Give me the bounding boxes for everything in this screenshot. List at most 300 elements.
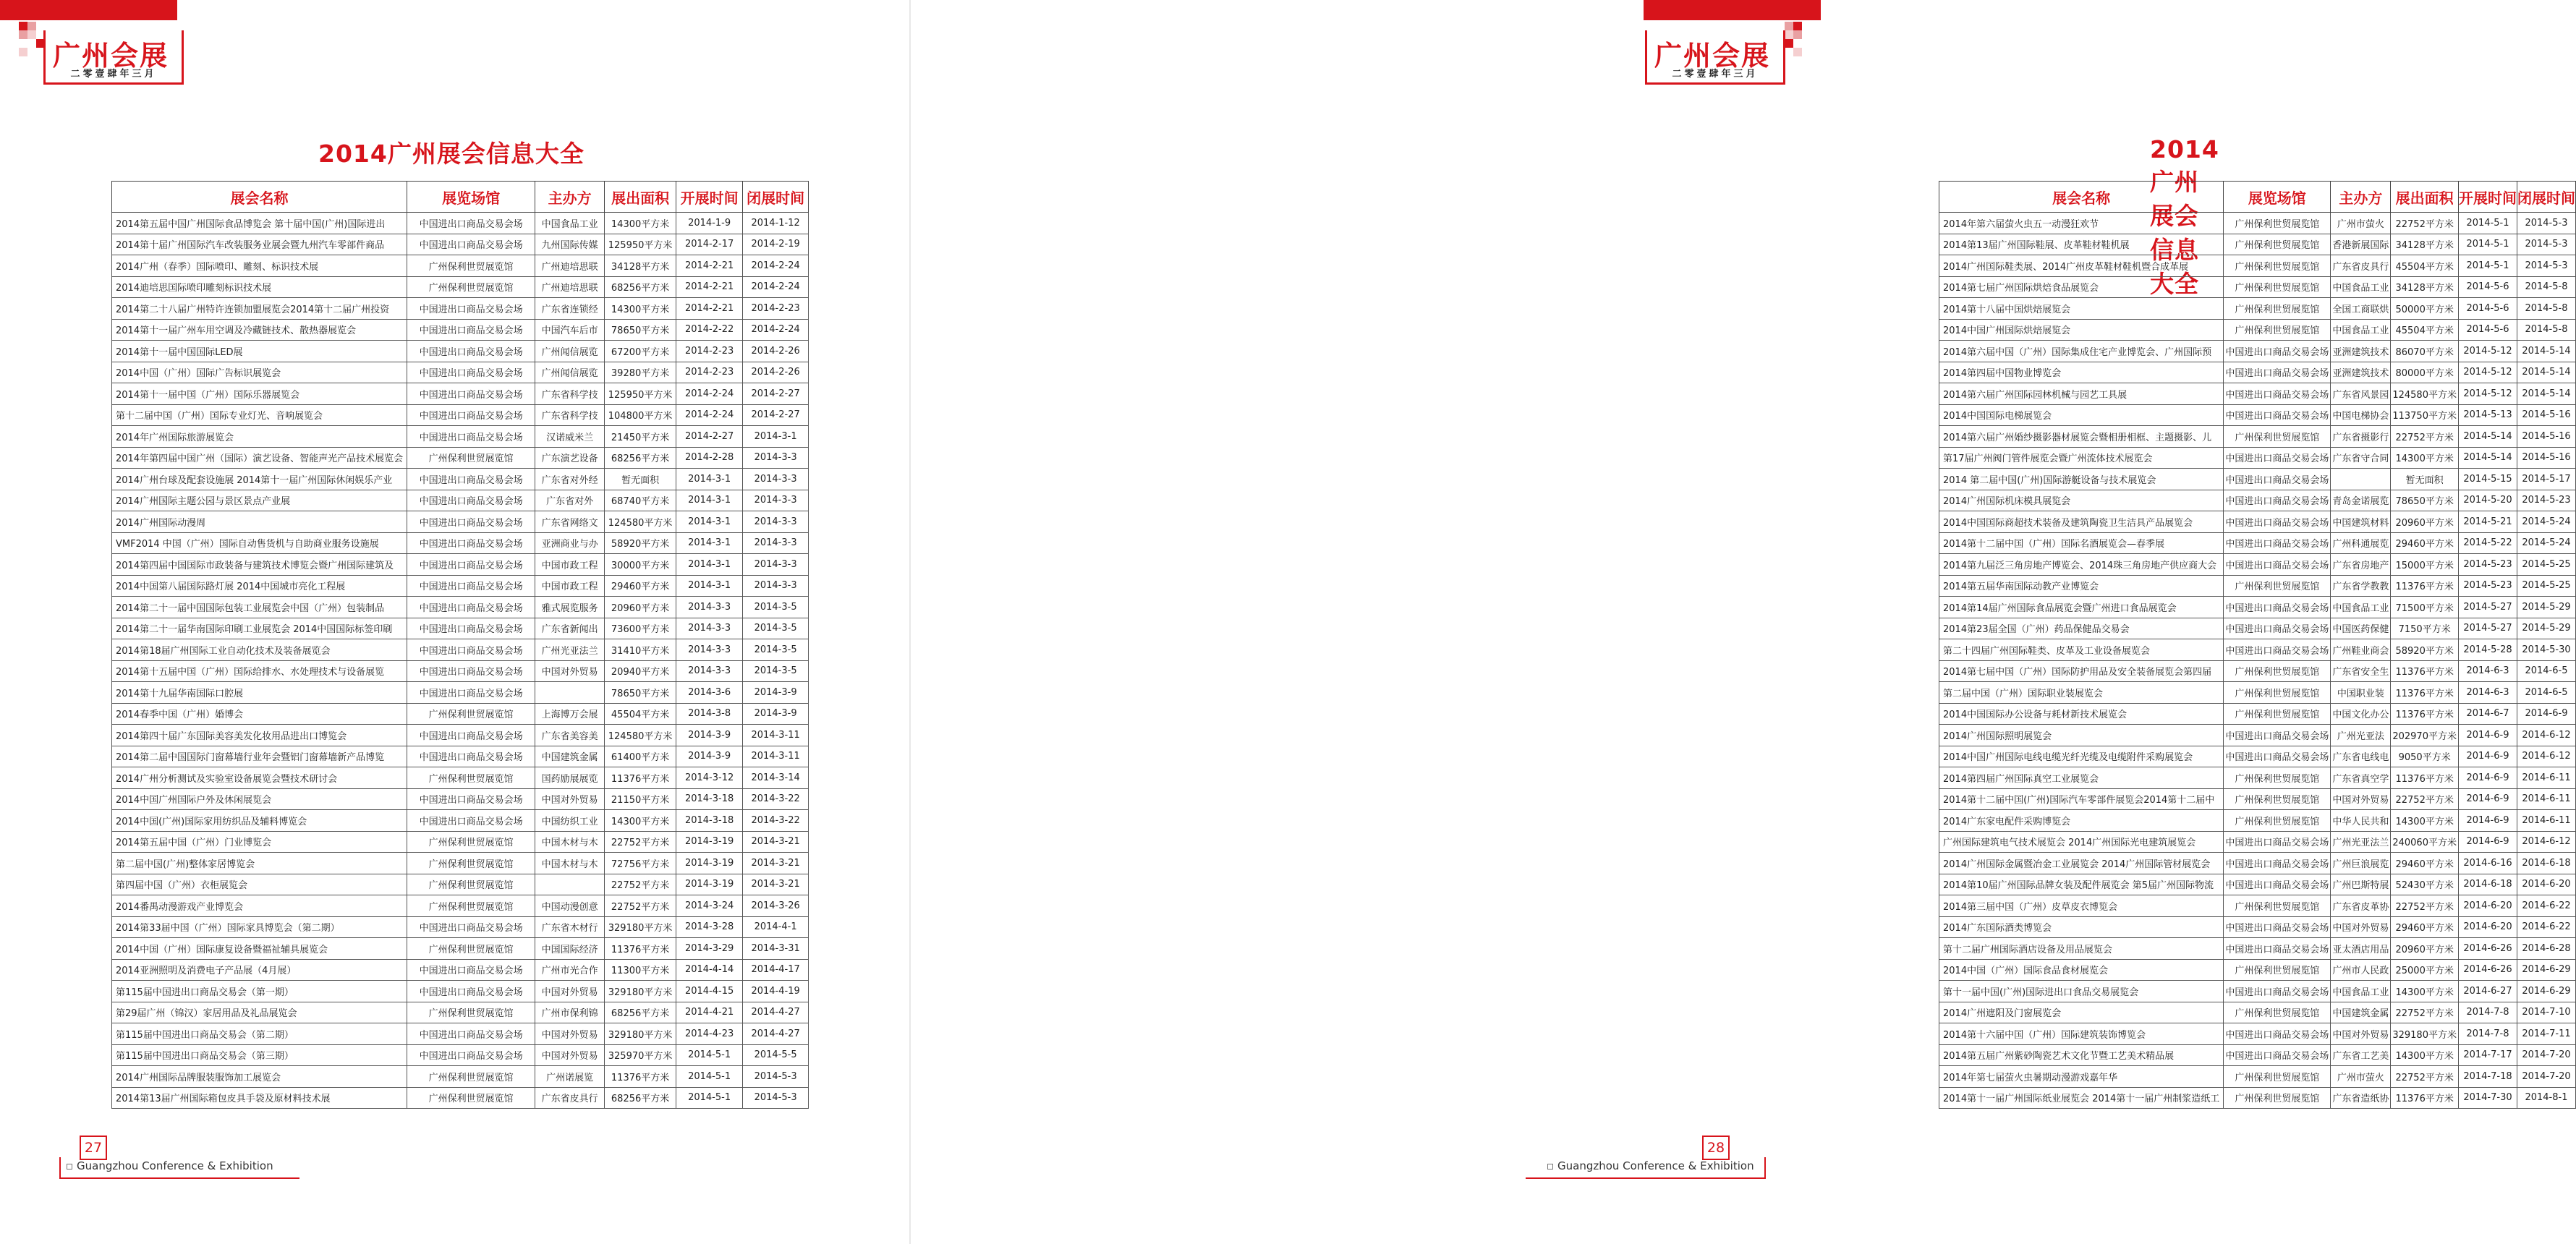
top-red-bar <box>1644 0 1821 20</box>
area-cell: 58920平方米 <box>605 532 676 554</box>
start-date-cell: 2014-7-30 <box>2458 1087 2517 1109</box>
area-cell: 240060平方米 <box>2391 831 2459 853</box>
start-date-cell: 2014-5-1 <box>676 1087 743 1109</box>
area-cell: 11376平方米 <box>2391 660 2459 682</box>
table-row <box>1939 554 2576 576</box>
venue-cell: 中国进出口商品交易会场 <box>407 1023 535 1045</box>
col-header-end: 闭展时间 <box>743 182 809 213</box>
exhibition-name-cell: 第17届广州阀门管件展览会暨广州流体技术展览会 <box>1939 447 2224 469</box>
table-row <box>1939 404 2576 426</box>
table-row <box>1939 725 2576 746</box>
exhibition-name-cell: 第四届中国（广州）衣柜展览会 <box>112 874 407 895</box>
exhibition-name-cell: 2014广州国际主题公园与景区景点产业展 <box>112 490 407 511</box>
venue-cell: 中国进出口商品交易会场 <box>407 426 535 448</box>
exhibition-name-cell: 2014中国(广州)国际家用纺织品及辅料博览会 <box>112 810 407 832</box>
table-row <box>1939 810 2576 832</box>
start-date-cell: 2014-5-6 <box>2458 319 2517 341</box>
organizer-cell: 广东省真空学 <box>2331 767 2391 789</box>
organizer-cell: 广东省电线电 <box>2331 746 2391 767</box>
end-date-cell: 2014-4-1 <box>743 916 809 938</box>
area-cell: 20960平方米 <box>2391 511 2459 533</box>
exhibition-name-cell: 2014第四届广州国际真空工业展览会 <box>1939 767 2224 789</box>
venue-cell: 广州保利世贸展览馆 <box>407 767 535 789</box>
venue-cell: 中国进出口商品交易会场 <box>2224 532 2331 554</box>
organizer-cell: 广东省学教教 <box>2331 575 2391 597</box>
end-date-cell: 2014-5-16 <box>2517 404 2575 426</box>
area-cell: 125950平方米 <box>605 383 676 405</box>
exhibition-name-cell: 2014第六届中国（广州）国际集成住宅产业博览会、广州国际预 <box>1939 341 2224 362</box>
organizer-cell: 中国建筑材料 <box>2331 511 2391 533</box>
venue-cell: 中国进出口商品交易会场 <box>407 234 535 255</box>
organizer-cell: 广东省造纸协 <box>2331 1087 2391 1109</box>
exhibition-name-cell: 2014第十一届中国国际LED展 <box>112 341 407 362</box>
area-cell: 39280平方米 <box>605 362 676 383</box>
exhibition-name-cell: 2014第九届泛三角房地产博览会、2014珠三角房地产供应商大会 <box>1939 554 2224 576</box>
venue-cell: 中国进出口商品交易会场 <box>407 490 535 511</box>
start-date-cell: 2014-3-9 <box>676 746 743 767</box>
table-row <box>112 490 809 511</box>
exhibition-name-cell: 2014广州分析测试及实验室设备展览会暨技术研讨会 <box>112 767 407 789</box>
exhibition-name-cell: 2014第十届广州国际汽车改装服务业展会暨九州汽车零部件商品 <box>112 234 407 255</box>
exhibition-name-cell: 2014中国广州国际电线电缆光纤光缆及电缆附件采购展览会 <box>1939 746 2224 767</box>
area-cell: 15000平方米 <box>2391 554 2459 576</box>
organizer-cell: 广州闻信展览 <box>535 362 605 383</box>
venue-cell: 中国进出口商品交易会场 <box>2224 639 2331 661</box>
end-date-cell: 2014-3-3 <box>743 490 809 511</box>
table-row <box>1939 276 2576 298</box>
page-number: 28 <box>1702 1136 1730 1160</box>
venue-cell: 中国进出口商品交易会场 <box>2224 831 2331 853</box>
table-row <box>112 810 809 832</box>
footer-text-wrap <box>1547 1159 1754 1172</box>
page-title: 2014广州展会信息大全 <box>318 140 585 168</box>
organizer-cell <box>2331 469 2391 490</box>
table-row <box>112 1087 809 1109</box>
start-date-cell: 2014-3-24 <box>676 895 743 917</box>
end-date-cell: 2014-6-29 <box>2517 981 2575 1002</box>
venue-cell: 中国进出口商品交易会场 <box>407 532 535 554</box>
table-row <box>1939 895 2576 917</box>
organizer-cell: 广州闻信展览 <box>535 341 605 362</box>
organizer-cell: 广州迪培思联 <box>535 255 605 277</box>
exhibition-name-cell: 2014第14届广州国际食品展览会暨广州进口食品展览会 <box>1939 597 2224 618</box>
area-cell: 20940平方米 <box>605 660 676 682</box>
table-row <box>1939 981 2576 1002</box>
start-date-cell: 2014-4-21 <box>676 1002 743 1023</box>
venue-cell: 中国进出口商品交易会场 <box>407 810 535 832</box>
end-date-cell: 2014-6-11 <box>2517 788 2575 810</box>
venue-cell: 广州保利世贸展览馆 <box>407 1066 535 1088</box>
venue-cell: 广州保利世贸展览馆 <box>407 703 535 725</box>
organizer-cell <box>535 682 605 704</box>
start-date-cell: 2014-6-3 <box>2458 682 2517 704</box>
exhibition-name-cell: 2014第十二届中国（广州）国际名酒展览会—春季展 <box>1939 532 2224 554</box>
start-date-cell: 2014-2-27 <box>676 426 743 448</box>
col-header-start: 开展时间 <box>676 182 743 213</box>
organizer-cell: 广州市人民政 <box>2331 959 2391 981</box>
exhibition-name-cell: 第115届中国进出口商品交易会（第一期） <box>112 981 407 1002</box>
organizer-cell: 广州市萤火 <box>2331 213 2391 234</box>
area-cell: 124580平方米 <box>2391 383 2459 405</box>
table-row <box>1939 767 2576 789</box>
exhibition-name-cell: 2014广州国际照明展览会 <box>1939 725 2224 746</box>
organizer-cell: 广州鞋业商会 <box>2331 639 2391 661</box>
exhibition-name-cell: 2014第十九届华南国际口腔展 <box>112 682 407 704</box>
area-cell: 58920平方米 <box>2391 639 2459 661</box>
area-cell: 61400平方米 <box>605 746 676 767</box>
start-date-cell: 2014-2-28 <box>676 447 743 469</box>
col-header-venue: 展览场馆 <box>2224 182 2331 213</box>
area-cell: 11376平方米 <box>2391 767 2459 789</box>
area-cell: 86070平方米 <box>2391 341 2459 362</box>
end-date-cell: 2014-5-25 <box>2517 554 2575 576</box>
start-date-cell: 2014-5-13 <box>2458 404 2517 426</box>
start-date-cell: 2014-6-26 <box>2458 938 2517 960</box>
organizer-cell: 广东省皮具行 <box>535 1087 605 1109</box>
exhibition-name-cell: 2014第十一届广州车用空调及冷藏链技术、散热器展览会 <box>112 319 407 341</box>
table-row <box>112 213 809 234</box>
venue-cell: 广州保利世贸展览馆 <box>407 1002 535 1023</box>
exhibition-name-cell: 2014中国国际办公设备与耗材新技术展览会 <box>1939 703 2224 725</box>
venue-cell: 广州保利世贸展览馆 <box>2224 767 2331 789</box>
col-header-venue: 展览场馆 <box>407 182 535 213</box>
start-date-cell: 2014-3-1 <box>676 511 743 533</box>
exhibition-name-cell: 2014广东国际酒类博览会 <box>1939 916 2224 938</box>
organizer-cell: 中国建筑金属 <box>2331 1002 2391 1023</box>
start-date-cell: 2014-3-19 <box>676 853 743 874</box>
area-cell: 25000平方米 <box>2391 959 2459 981</box>
exhibition-name-cell: 2014中国（广州）国际广告标识展览会 <box>112 362 407 383</box>
start-date-cell: 2014-6-20 <box>2458 895 2517 917</box>
table-row <box>1939 298 2576 320</box>
organizer-cell: 中国医药保健 <box>2331 618 2391 639</box>
exhibition-name-cell: 第十二届广州国际酒店设备及用品展览会 <box>1939 938 2224 960</box>
start-date-cell: 2014-5-23 <box>2458 554 2517 576</box>
table-row <box>1939 469 2576 490</box>
area-cell: 11300平方米 <box>605 959 676 981</box>
organizer-cell: 中国对外贸易 <box>535 788 605 810</box>
start-date-cell: 2014-5-14 <box>2458 447 2517 469</box>
organizer-cell: 广东省风景园 <box>2331 383 2391 405</box>
start-date-cell: 2014-5-12 <box>2458 383 2517 405</box>
table-row <box>1939 959 2576 981</box>
start-date-cell: 2014-6-18 <box>2458 874 2517 895</box>
organizer-cell: 广东省网络文 <box>535 511 605 533</box>
area-cell: 50000平方米 <box>2391 298 2459 320</box>
start-date-cell: 2014-2-23 <box>676 362 743 383</box>
footer-text: Guangzhou Conference & Exhibition <box>1557 1159 1754 1172</box>
table-row <box>1939 916 2576 938</box>
exhibition-name-cell: 2014第10届广州国际品牌女装及配件展览会 第5届广州国际物流 <box>1939 874 2224 895</box>
organizer-cell: 广州光亚法兰 <box>2331 831 2391 853</box>
area-cell: 78650平方米 <box>605 319 676 341</box>
start-date-cell: 2014-3-1 <box>676 532 743 554</box>
table-row <box>112 341 809 362</box>
end-date-cell: 2014-2-26 <box>743 362 809 383</box>
exhibition-name-cell: 2014中国国际电梯展览会 <box>1939 404 2224 426</box>
venue-cell: 广州保利世贸展览馆 <box>2224 298 2331 320</box>
organizer-cell: 中国电梯协会 <box>2331 404 2391 426</box>
venue-cell: 广州保利世贸展览馆 <box>2224 575 2331 597</box>
organizer-cell: 广州市保利锦 <box>535 1002 605 1023</box>
area-cell: 78650平方米 <box>605 682 676 704</box>
venue-cell: 广州保利世贸展览馆 <box>407 938 535 960</box>
table-row <box>112 788 809 810</box>
start-date-cell: 2014-5-1 <box>2458 213 2517 234</box>
organizer-cell: 中国对外贸易 <box>535 660 605 682</box>
venue-cell: 中国进出口商品交易会场 <box>407 383 535 405</box>
table-row <box>112 639 809 661</box>
col-header-organizer: 主办方 <box>2331 182 2391 213</box>
table-row <box>112 554 809 576</box>
organizer-cell: 广州巨浪展览 <box>2331 853 2391 874</box>
area-cell: 暂无面积 <box>2391 469 2459 490</box>
table-row <box>1939 362 2576 383</box>
organizer-cell: 广东省木材行 <box>535 916 605 938</box>
exhibition-name-cell: 2014广州国际品牌服装服饰加工展览会 <box>112 1066 407 1088</box>
table-row <box>112 746 809 767</box>
start-date-cell: 2014-5-20 <box>2458 490 2517 511</box>
organizer-cell: 亚洲商业与办 <box>535 532 605 554</box>
end-date-cell: 2014-5-23 <box>2517 490 2575 511</box>
end-date-cell: 2014-5-8 <box>2517 298 2575 320</box>
area-cell: 11376平方米 <box>2391 575 2459 597</box>
organizer-cell: 九州国际传媒 <box>535 234 605 255</box>
venue-cell: 中国进出口商品交易会场 <box>407 554 535 576</box>
organizer-cell: 国药励展展览 <box>535 767 605 789</box>
organizer-cell: 香港新展国际 <box>2331 234 2391 255</box>
organizer-cell: 中国木材与木 <box>535 831 605 853</box>
area-cell: 329180平方米 <box>605 1023 676 1045</box>
end-date-cell: 2014-5-5 <box>743 1044 809 1066</box>
venue-cell: 中国进出口商品交易会场 <box>407 660 535 682</box>
table-row <box>1939 426 2576 448</box>
table-row <box>1939 660 2576 682</box>
exhibition-table <box>1939 181 2576 1109</box>
table-row <box>112 469 809 490</box>
table-row <box>112 532 809 554</box>
start-date-cell: 2014-3-28 <box>676 916 743 938</box>
end-date-cell: 2014-3-14 <box>743 767 809 789</box>
page-title: 2014广州展会信息大全 <box>2150 135 2219 298</box>
area-cell: 9050平方米 <box>2391 746 2459 767</box>
area-cell: 20960平方米 <box>605 597 676 618</box>
area-cell: 45504平方米 <box>2391 319 2459 341</box>
venue-cell: 中国进出口商品交易会场 <box>407 319 535 341</box>
table-row <box>1939 255 2576 277</box>
organizer-cell: 中国对外贸易 <box>2331 1023 2391 1045</box>
organizer-cell: 广州光亚法 <box>2331 725 2391 746</box>
bullet-icon <box>1547 1164 1553 1170</box>
venue-cell: 广州保利世贸展览馆 <box>407 831 535 853</box>
exhibition-name-cell: 2014广东家电配件采购博览会 <box>1939 810 2224 832</box>
table-row <box>1939 447 2576 469</box>
area-cell: 67200平方米 <box>605 341 676 362</box>
table-row <box>112 234 809 255</box>
organizer-cell: 上海博万会展 <box>535 703 605 725</box>
venue-cell: 中国进出口商品交易会场 <box>407 404 535 426</box>
area-cell: 14300平方米 <box>2391 810 2459 832</box>
end-date-cell: 2014-3-3 <box>743 511 809 533</box>
end-date-cell: 2014-3-3 <box>743 447 809 469</box>
end-date-cell: 2014-6-5 <box>2517 660 2575 682</box>
venue-cell: 广州保利世贸展览馆 <box>2224 810 2331 832</box>
end-date-cell: 2014-3-11 <box>743 725 809 746</box>
end-date-cell: 2014-2-24 <box>743 255 809 277</box>
organizer-cell: 中国对外贸易 <box>2331 916 2391 938</box>
start-date-cell: 2014-6-26 <box>2458 959 2517 981</box>
end-date-cell: 2014-5-14 <box>2517 362 2575 383</box>
area-cell: 20960平方米 <box>2391 938 2459 960</box>
start-date-cell: 2014-3-12 <box>676 767 743 789</box>
area-cell: 68256平方米 <box>605 447 676 469</box>
table-row <box>112 319 809 341</box>
exhibition-name-cell: 2014中国（广州）国际康复设备暨福祉辅具展览会 <box>112 938 407 960</box>
exhibition-name-cell: 2014春季中国（广州）婚博会 <box>112 703 407 725</box>
col-header-area: 展出面积 <box>2391 182 2459 213</box>
end-date-cell: 2014-2-23 <box>743 298 809 320</box>
area-cell: 14300平方米 <box>2391 447 2459 469</box>
start-date-cell: 2014-6-7 <box>2458 703 2517 725</box>
end-date-cell: 2014-6-12 <box>2517 725 2575 746</box>
area-cell: 68256平方米 <box>605 1002 676 1023</box>
end-date-cell: 2014-3-1 <box>743 426 809 448</box>
venue-cell: 广州保利世贸展览馆 <box>2224 788 2331 810</box>
area-cell: 暂无面积 <box>605 469 676 490</box>
end-date-cell: 2014-5-3 <box>2517 234 2575 255</box>
end-date-cell: 2014-5-8 <box>2517 276 2575 298</box>
start-date-cell: 2014-3-18 <box>676 788 743 810</box>
start-date-cell: 2014-3-9 <box>676 725 743 746</box>
table-row <box>112 853 809 874</box>
exhibition-table <box>111 181 809 1109</box>
table-row <box>112 618 809 639</box>
table-row <box>1939 1066 2576 1088</box>
organizer-cell: 广东省房地产 <box>2331 554 2391 576</box>
organizer-cell: 中国对外贸易 <box>535 1044 605 1066</box>
start-date-cell: 2014-2-22 <box>676 319 743 341</box>
area-cell: 78650平方米 <box>2391 490 2459 511</box>
footer-text-wrap <box>67 1159 273 1172</box>
venue-cell: 中国进出口商品交易会场 <box>2224 383 2331 405</box>
end-date-cell: 2014-7-10 <box>2517 1002 2575 1023</box>
end-date-cell: 2014-3-11 <box>743 746 809 767</box>
venue-cell: 中国进出口商品交易会场 <box>407 959 535 981</box>
end-date-cell: 2014-6-29 <box>2517 959 2575 981</box>
organizer-cell: 广州市萤火 <box>2331 1066 2391 1088</box>
table-row <box>1939 1023 2576 1045</box>
end-date-cell: 2014-3-26 <box>743 895 809 917</box>
venue-cell: 中国进出口商品交易会场 <box>407 788 535 810</box>
end-date-cell: 2014-2-24 <box>743 319 809 341</box>
table-row <box>1939 532 2576 554</box>
venue-cell: 中国进出口商品交易会场 <box>407 639 535 661</box>
table-row <box>1939 1002 2576 1023</box>
organizer-cell: 广东省连锁经 <box>535 298 605 320</box>
table-row <box>112 575 809 597</box>
venue-cell: 广州保利世贸展览馆 <box>2224 1087 2331 1109</box>
bullet-icon <box>67 1164 72 1170</box>
exhibition-name-cell: 2014第23届全国（广州）药品保健品交易会 <box>1939 618 2224 639</box>
table-row <box>1939 1044 2576 1066</box>
exhibition-name-cell: 第十一届中国(广州)国际进出口食品交易展览会 <box>1939 981 2224 1002</box>
exhibition-name-cell: 第115届中国进出口商品交易会（第二期） <box>112 1023 407 1045</box>
table-row <box>1939 618 2576 639</box>
end-date-cell: 2014-5-25 <box>2517 575 2575 597</box>
venue-cell: 中国进出口商品交易会场 <box>407 1044 535 1066</box>
start-date-cell: 2014-5-28 <box>2458 639 2517 661</box>
start-date-cell: 2014-6-9 <box>2458 810 2517 832</box>
organizer-cell: 广东省皮具行 <box>2331 255 2391 277</box>
area-cell: 45504平方米 <box>2391 255 2459 277</box>
area-cell: 29460平方米 <box>2391 532 2459 554</box>
col-header-start: 开展时间 <box>2458 182 2517 213</box>
end-date-cell: 2014-5-3 <box>743 1087 809 1109</box>
venue-cell: 中国进出口商品交易会场 <box>407 597 535 618</box>
end-date-cell: 2014-6-11 <box>2517 810 2575 832</box>
organizer-cell: 广州科通展览 <box>2331 532 2391 554</box>
table-row <box>1939 213 2576 234</box>
organizer-cell: 广东演艺设备 <box>535 447 605 469</box>
exhibition-name-cell: 2014第六届广州婚纱摄影器材展览会暨相册相框、主题摄影、儿 <box>1939 426 2224 448</box>
organizer-cell: 广东省新闻出 <box>535 618 605 639</box>
area-cell: 125950平方米 <box>605 234 676 255</box>
start-date-cell: 2014-6-9 <box>2458 746 2517 767</box>
area-cell: 11376平方米 <box>2391 703 2459 725</box>
table-row <box>1939 938 2576 960</box>
venue-cell: 广州保利世贸展览馆 <box>407 447 535 469</box>
start-date-cell: 2014-2-17 <box>676 234 743 255</box>
organizer-cell: 广州光亚法兰 <box>535 639 605 661</box>
exhibition-name-cell: 2014第18届广州国际工业自动化技术及装备展览会 <box>112 639 407 661</box>
table-row <box>1939 703 2576 725</box>
end-date-cell: 2014-7-20 <box>2517 1044 2575 1066</box>
venue-cell: 广州保利世贸展览馆 <box>407 276 535 298</box>
end-date-cell: 2014-3-21 <box>743 853 809 874</box>
start-date-cell: 2014-6-9 <box>2458 788 2517 810</box>
area-cell: 71500平方米 <box>2391 597 2459 618</box>
organizer-cell: 广东省对外经 <box>535 469 605 490</box>
table-row <box>1939 682 2576 704</box>
exhibition-name-cell: 2014第十二届中国(广州)国际汽车零部件展览会2014第十二届中 <box>1939 788 2224 810</box>
exhibition-name-cell: 2014广州遮阳及门窗展览会 <box>1939 1002 2224 1023</box>
organizer-cell: 广东省守合同 <box>2331 447 2391 469</box>
venue-cell: 中国进出口商品交易会场 <box>407 746 535 767</box>
organizer-cell: 中国市政工程 <box>535 554 605 576</box>
table-row <box>1939 319 2576 341</box>
table-row <box>1939 831 2576 853</box>
venue-cell: 中国进出口商品交易会场 <box>407 362 535 383</box>
venue-cell: 广州保利世贸展览馆 <box>407 874 535 895</box>
end-date-cell: 2014-3-9 <box>743 703 809 725</box>
organizer-cell: 广东省摄影行 <box>2331 426 2391 448</box>
area-cell: 29460平方米 <box>605 575 676 597</box>
table-row <box>112 383 809 405</box>
organizer-cell: 中国国际经济 <box>535 938 605 960</box>
start-date-cell: 2014-3-29 <box>676 938 743 960</box>
organizer-cell <box>535 874 605 895</box>
area-cell: 68256平方米 <box>605 1087 676 1109</box>
table-row <box>1939 853 2576 874</box>
venue-cell: 广州保利世贸展览馆 <box>2224 682 2331 704</box>
venue-cell: 中国进出口商品交易会场 <box>407 981 535 1002</box>
end-date-cell: 2014-6-18 <box>2517 853 2575 874</box>
area-cell: 22752平方米 <box>605 874 676 895</box>
exhibition-name-cell: 2014中国国际商超技术装备及建筑陶瓷卫生洁具产品展览会 <box>1939 511 2224 533</box>
page-number: 27 <box>80 1136 107 1160</box>
start-date-cell: 2014-1-9 <box>676 213 743 234</box>
magazine-logo <box>1645 30 1785 85</box>
